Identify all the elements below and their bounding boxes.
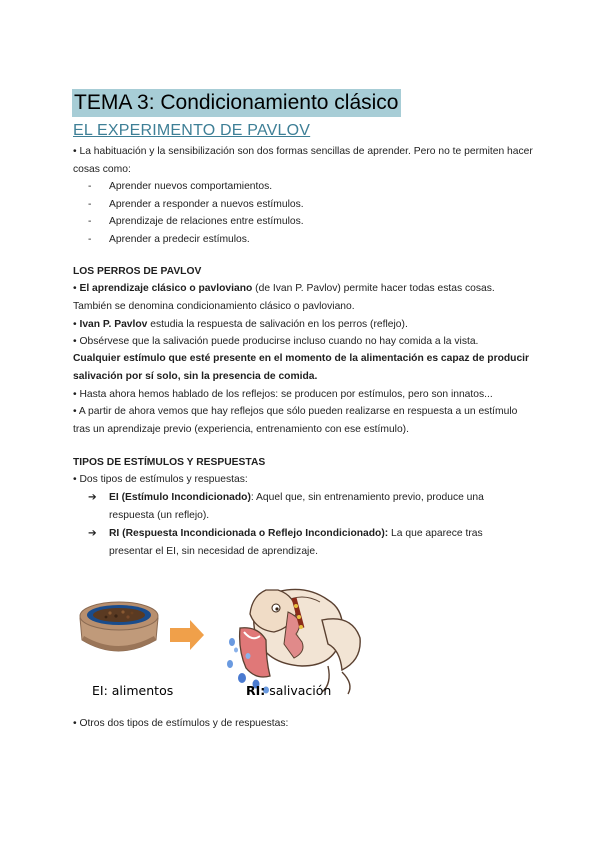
dash-list — [88, 178, 304, 248]
paragraph-key-statement — [73, 350, 533, 385]
caption-salivation — [246, 683, 331, 698]
list-item-text: Aprender nuevos comportamientos. — [109, 181, 273, 192]
paragraph-pavlov-study — [73, 316, 533, 334]
bullet: • — [73, 319, 80, 330]
list-item — [88, 231, 304, 249]
salivating-dog-illustration — [227, 589, 360, 694]
heading-stimulus-types: TIPOS DE ESTÍMULOS Y RESPUESTAS — [73, 457, 266, 468]
list-item — [88, 196, 304, 214]
intro-paragraph: • La habituación y la sensibilización son dos formas sencillas de aprender. Pero no te permiten hacer cosas como: — [73, 146, 533, 175]
caption-bold-label: RI: — [246, 683, 266, 698]
arrow-list-item-ri — [88, 525, 528, 560]
heading-pavlov-dogs: LOS PERROS DE PAVLOV — [73, 266, 202, 277]
item-text: : Aquel que, sin entrenamiento previo, produce una respuesta (un reflejo). — [109, 492, 484, 521]
list-item — [88, 213, 304, 231]
section-title-pavlov-experiment: EL EXPERIMENTO DE PAVLOV — [73, 122, 311, 139]
caption-food: EI: alimentos — [92, 683, 174, 698]
list-item-text: Aprender a responder a nuevos estímulos. — [109, 198, 304, 210]
paragraph-reflexes: • Hasta ahora hemos hablado de los reflejos: se producen por estímulos, pero son innatos... — [73, 389, 493, 400]
paragraph-text: (de Ivan P. Pavlov) permite hacer todas estas cosas. También se denomina condicionamiento clásico o pavloviano. — [73, 283, 495, 312]
dash-marker: - — [88, 198, 92, 210]
dash-marker: - — [88, 233, 92, 245]
bullet: • — [73, 283, 80, 294]
pavlov-illustration — [70, 580, 370, 700]
bold-term: El aprendizaje clásico o pavloviano — [79, 283, 253, 294]
list-item — [88, 178, 304, 196]
bold-term: Ivan P. Pavlov — [79, 319, 148, 330]
dash-marker: - — [88, 216, 92, 227]
food-bowl-illustration — [80, 602, 158, 651]
paragraph-classical-learning — [73, 280, 533, 315]
caption-text: salivación — [265, 683, 332, 698]
paragraph-learned-reflexes: • A partir de ahora vemos que hay reflejos que sólo pueden realizarse en respuesta a un estímulo tras un aprendizaje previo (experiencia, entrenamiento con ese estímulo). — [73, 406, 518, 435]
list-item-text: Aprender a predecir estímulos. — [109, 233, 250, 245]
paragraph-text: estudia la respuesta de salivación en los perros (reflejo). — [147, 319, 408, 330]
arrow-icon: ➔ — [88, 492, 97, 503]
page-title: TEMA 3: Condicionamiento clásico — [72, 89, 401, 117]
bold-term: EI (Estímulo Incondicionado) — [109, 492, 251, 503]
bold-term: RI (Respuesta Incondicionada o Reflejo Incondicionado): — [109, 528, 389, 539]
arrow-icon: ➔ — [88, 528, 97, 539]
paragraph-other-types: • Otros dos tipos de estímulos y de respuestas: — [73, 718, 289, 729]
dash-marker: - — [88, 181, 92, 192]
list-item-text: Aprendizaje de relaciones entre estímulos. — [109, 216, 304, 227]
paragraph-two-types: • Dos tipos de estímulos y respuestas: — [73, 474, 248, 485]
arrow-right-icon — [170, 620, 204, 650]
item-text: La que aparece tras presentar el EI, sin necesidad de aprendizaje. — [109, 528, 483, 557]
paragraph-salivation-note: • Obsérvese que la salivación puede producirse incluso cuando no hay comida a la vista. — [73, 336, 479, 347]
arrow-list-item-ei — [88, 489, 528, 524]
bold-statement: Cualquier estímulo que esté presente en el momento de la alimentación es capaz de producir salivación por sí solo, sin la presencia de comida. — [73, 353, 530, 382]
